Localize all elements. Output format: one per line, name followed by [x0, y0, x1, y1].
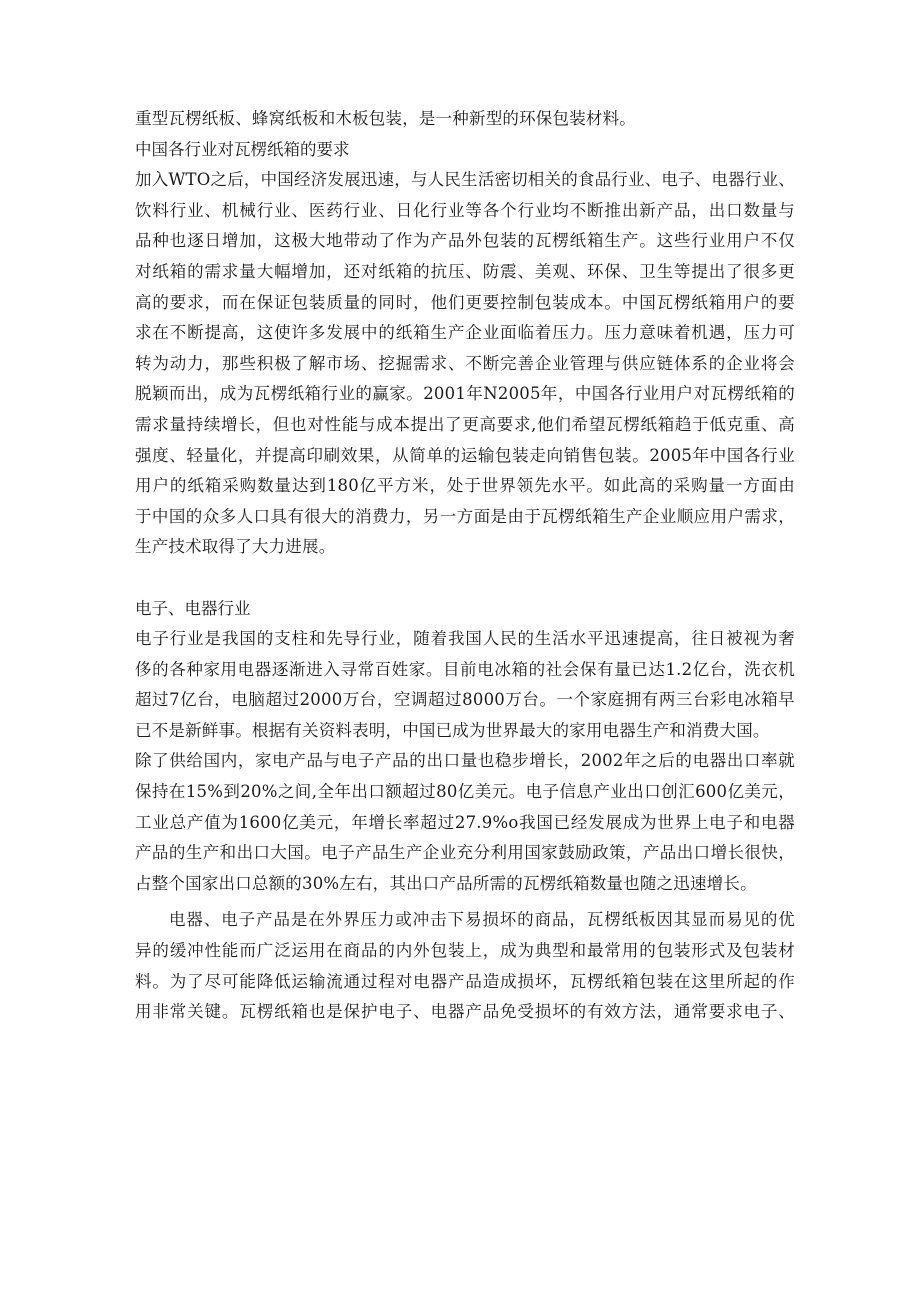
text-line: 品种也逐日增加，这极大地带动了作为产品外包装的瓦楞纸箱生产。这些行业用户不仅 [135, 231, 795, 251]
intro-paragraph [135, 104, 795, 135]
text-line: 占整个国家出口总额的30%左右，其出口产品所需的瓦楞纸箱数量也随之迅速增长。 [135, 873, 757, 893]
text-line: 用非常关键。瓦楞纸箱也是保护电子、电器产品免受损坏的有效方法，通常要求电子、 [135, 1002, 795, 1022]
text-line: 需求量持续增长，但也对性能与成本提出了更高要求,他们希望瓦楞纸箱趋于低克重、高 [135, 414, 795, 434]
text-line: 高的要求，而在保证包装质量的同时，他们更要控制包装成本。中国瓦楞纸箱用户的要 [135, 292, 795, 312]
text-line: 重型瓦楞纸板、蜂窝纸板和木板包装，是一种新型的环保包装材料。 [135, 109, 636, 128]
section-heading-electronics: 电子、电器行业 [135, 598, 251, 618]
text-line: 生产技术取得了大力进展。 [135, 537, 336, 557]
text-line: 强度、轻量化，并提高印刷效果，从简单的运输包装走向销售包装。2005年中国各行业 [135, 445, 795, 465]
text-line: 电器、电子产品是在外界压力或冲击下易损坏的商品，瓦楞纸板因其显而易见的优 [169, 910, 795, 930]
blank-line [135, 563, 795, 594]
text-line: 求在不断提高，这使许多发展中的纸箱生产企业面临着压力。压力意味着机遇，压力可 [135, 323, 795, 343]
text-line: 脱颖而出，成为瓦楞纸箱行业的赢家。2001年N2005年，中国各行业用户对瓦楞纸箱的 [135, 384, 795, 404]
text-line: 超过7亿台，电脑超过2000万台，空调超过8000万台。一个家庭拥有两三台彩电冰箱早 [135, 690, 795, 710]
electronics-paragraph-2 [135, 746, 795, 899]
text-line: 于中国的众多人口具有很大的消费力，另一方面是由于瓦楞纸箱生产企业顺应用户需求， [135, 506, 795, 526]
electronics-paragraph-1 [135, 624, 795, 746]
text-line: 产品的生产和出口大国。电子产品生产企业充分利用国家鼓励政策，产品出口增长很快， [135, 843, 795, 863]
text-line: 加入WTO之后，中国经济发展迅速，与人民生活密切相关的食品行业、电子、电器行业、 [135, 170, 795, 190]
section-heading-requirements: 中国各行业对瓦楞纸箱的要求 [135, 139, 350, 159]
text-line: 转为动力，那些积极了解市场、挖掘需求、不断完善企业管理与供应链体系的企业将会 [135, 353, 795, 373]
requirements-paragraph [135, 165, 795, 563]
text-line: 工业总产值为1600亿美元，年增长率超过27.9%o我国已经发展成为世界上电子和电器 [135, 812, 795, 832]
text-line: 已不是新鲜事。根据有关资料表明，中国已成为世界最大的家用电器生产和消费大国。 [135, 720, 770, 740]
text-line: 异的缓冲性能而广泛运用在商品的内外包装上，成为典型和最常用的包装形式及包装材 [135, 941, 795, 961]
text-line: 保持在15%到20%之间,全年出口额超过80亿美元。电子信息产业出口创汇600亿美元， [135, 782, 795, 802]
text-line: 用户的纸箱采购数量达到180亿平方米，处于世界领先水平。如此高的采购量一方面由 [135, 476, 795, 496]
electronics-paragraph-3 [135, 905, 795, 1027]
text-line: 饮料行业、机械行业、医药行业、日化行业等各个行业均不断推出新产品，出口数量与 [135, 200, 795, 220]
text-line: 侈的各种家用电器逐渐进入寻常百姓家。目前电冰箱的社会保有量已达1.2亿台，洗衣机 [135, 659, 795, 679]
text-line: 电子行业是我国的支柱和先导行业，随着我国人民的生活水平迅速提高，往日被视为奢 [135, 629, 795, 649]
text-line: 对纸箱的需求量大幅增加，还对纸箱的抗压、防震、美观、环保、卫生等提出了很多更 [135, 261, 795, 281]
document-page [135, 104, 795, 1028]
text-line: 料。为了尽可能降低运输流通过程对电器产品造成损坏，瓦楞纸箱包装在这里所起的作 [135, 971, 795, 991]
text-line: 除了供给国内，家电产品与电子产品的出口量也稳步增长，2002年之后的电器出口率就 [135, 751, 795, 771]
